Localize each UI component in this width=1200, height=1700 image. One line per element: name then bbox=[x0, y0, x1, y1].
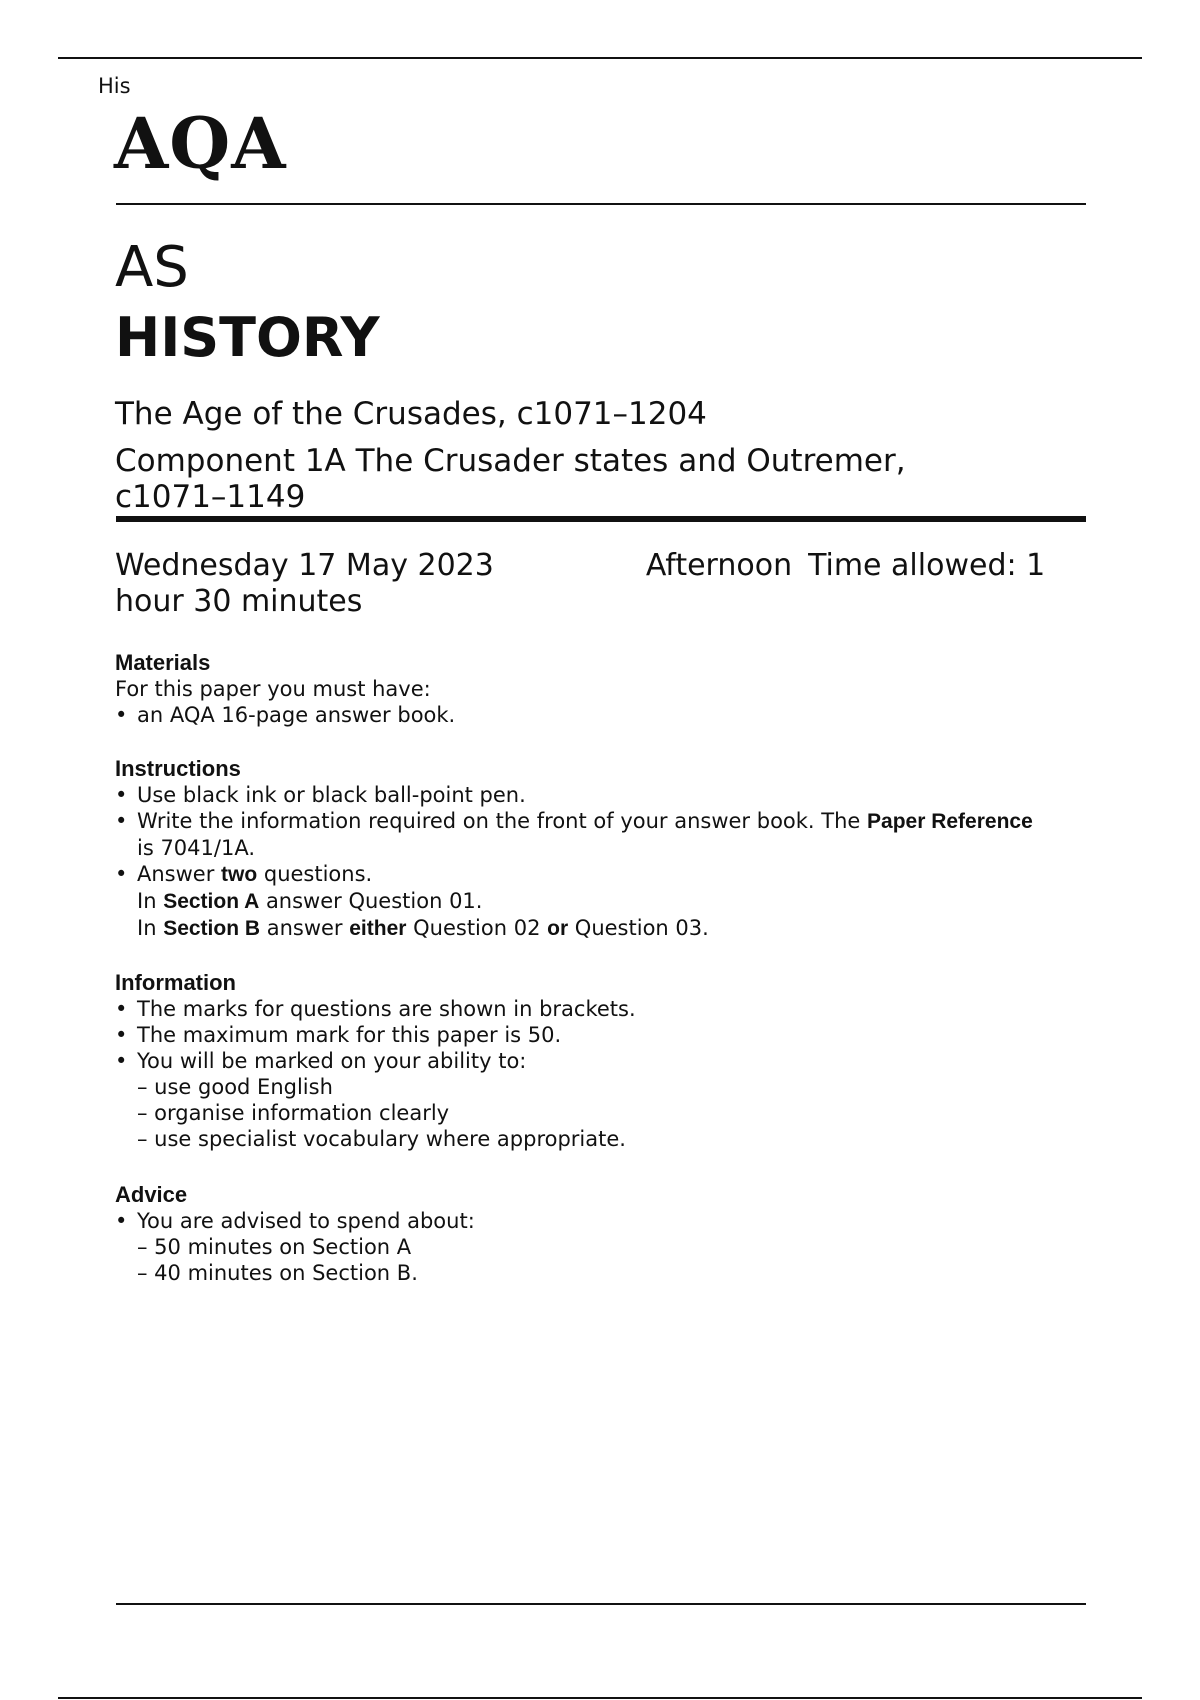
logo-divider bbox=[116, 203, 1086, 205]
information-sub-vocabulary: – use specialist vocabulary where appropriate. bbox=[137, 1127, 626, 1151]
materials-section bbox=[115, 650, 1055, 728]
materials-heading: Materials bbox=[115, 650, 211, 675]
advice-sub-section-b: – 40 minutes on Section B. bbox=[137, 1261, 418, 1285]
materials-intro: For this paper you must have: bbox=[115, 677, 431, 701]
advice-heading: Advice bbox=[115, 1182, 188, 1207]
aqa-logo: AQA bbox=[114, 102, 287, 185]
qualification-level: AS bbox=[115, 235, 189, 300]
instructions-item-answer: • Answer two questions. In Section A answer Question 01. In Section B answer either Question 02 or Question 03. bbox=[115, 861, 1055, 942]
information-item-max-mark: • The maximum mark for this paper is 50. bbox=[115, 1023, 562, 1047]
instructions-section-a: In Section A answer Question 01. bbox=[137, 889, 483, 913]
exam-details bbox=[115, 548, 1075, 620]
bottom-border-rule bbox=[58, 1697, 1142, 1699]
instructions-heading: Instructions bbox=[115, 756, 241, 781]
information-section bbox=[115, 970, 1055, 1152]
exam-date: Wednesday 17 May 2023 bbox=[115, 548, 494, 583]
time-allowed: Time allowed: 1 hour 30 minutes bbox=[115, 548, 1046, 619]
information-heading: Information bbox=[115, 970, 236, 995]
subject-title: HISTORY bbox=[115, 306, 380, 369]
footer-rule bbox=[116, 1603, 1086, 1605]
top-border-rule bbox=[58, 57, 1142, 59]
information-item-ability: • You will be marked on your ability to: – use good English – organise information clearly – use specialist vocabulary where appropriate. bbox=[115, 1048, 1055, 1152]
information-item-marks: • The marks for questions are shown in brackets. bbox=[115, 997, 636, 1021]
instructions-item-pen: • Use black ink or black ball-point pen. bbox=[115, 783, 526, 807]
advice-sub-section-a: – 50 minutes on Section A bbox=[137, 1235, 412, 1259]
instructions-section-b: In Section B answer either Question 02 or Question 03. bbox=[137, 916, 709, 940]
information-sub-organise: – organise information clearly bbox=[137, 1101, 450, 1125]
advice-section bbox=[115, 1182, 1055, 1286]
instructions-section bbox=[115, 756, 1055, 942]
title-divider bbox=[116, 516, 1086, 522]
advice-item: • You are advised to spend about: – 50 minutes on Section A – 40 minutes on Section B. bbox=[115, 1208, 1055, 1286]
materials-item: • an AQA 16-page answer book. bbox=[115, 703, 456, 727]
paper-title: The Age of the Crusades, c1071–1204 bbox=[115, 396, 707, 432]
component-title: Component 1A The Crusader states and Outremer, c1071–1149 bbox=[115, 443, 906, 515]
instructions-item-reference: • Write the information required on the front of your answer book. The Paper Reference is 7041/1A. bbox=[115, 809, 1033, 860]
exam-session: Afternoon bbox=[645, 548, 793, 583]
information-sub-english: – use good English bbox=[137, 1075, 333, 1099]
header-tag: His bbox=[98, 74, 131, 98]
